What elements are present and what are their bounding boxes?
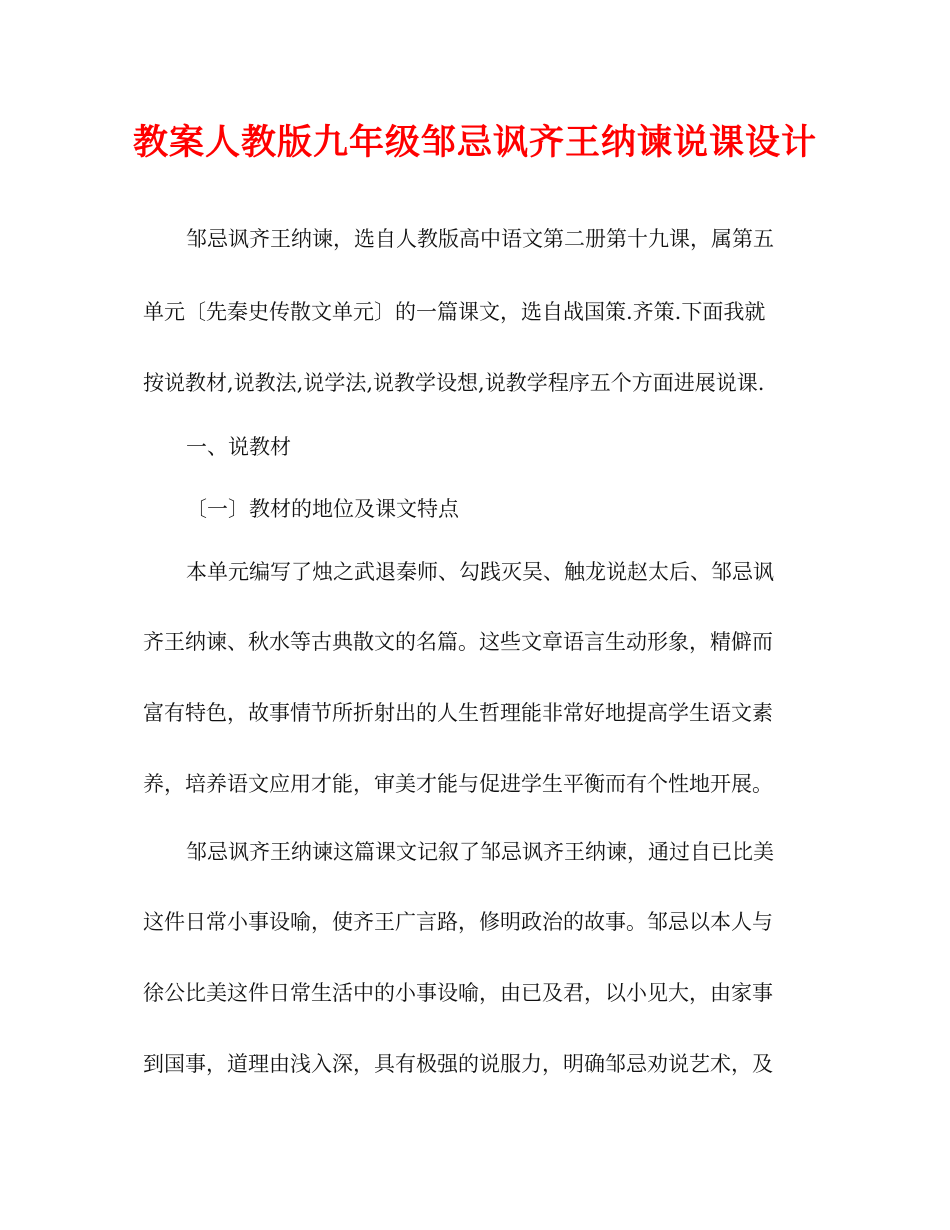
paragraph-2-line-1: 本单元编写了烛之武退秦师、勾践灭吴、触龙说赵太后、邹忌讽 [186,560,774,584]
paragraph-1-line-3: 按说教材,说教法,说学法,说教学设想,说教学程序五个方面进展说课. [143,371,765,395]
paragraph-3-line-1: 邹忌讽齐王纳谏这篇课文记叙了邹忌讽齐王纳谏，通过自已比美 [186,840,774,864]
paragraph-1-line-2: 单元〔先秦史传散文单元〕的一篇课文，选自战国策.齐策.下面我就 [143,300,766,324]
document-title: 教案人教版九年级邹忌讽齐王纳谏说课设计 [132,123,817,163]
paragraph-3-line-4: 到国事，道理由浅入深，具有极强的说服力，明确邹忌劝说艺术，及 [143,1052,773,1076]
subsection-heading: 〔一〕教材的地位及课文特点 [186,497,459,521]
paragraph-2-line-4: 养，培养语文应用才能，审美才能与促进学生平衡而有个性地开展。 [143,772,773,796]
paragraph-2-line-2: 齐王纳谏、秋水等古典散文的名篇。这些文章语言生动形象，精僻而 [143,630,773,654]
paragraph-3-line-2: 这件日常小事设喻，使齐王广言路，修明政治的故事。邹忌以本人与 [143,910,773,934]
paragraph-2-line-3: 富有特色，故事情节所折射出的人生哲理能非常好地提高学生语文素 [143,701,773,725]
paragraph-1-line-1: 邹忌讽齐王纳谏，选自人教版高中语文第二册第十九课，属第五 [186,227,774,251]
paragraph-3-line-3: 徐公比美这件日常生活中的小事设喻，由已及君，以小见大，由家事 [143,981,773,1005]
section-heading: 一、说教材 [186,435,291,459]
